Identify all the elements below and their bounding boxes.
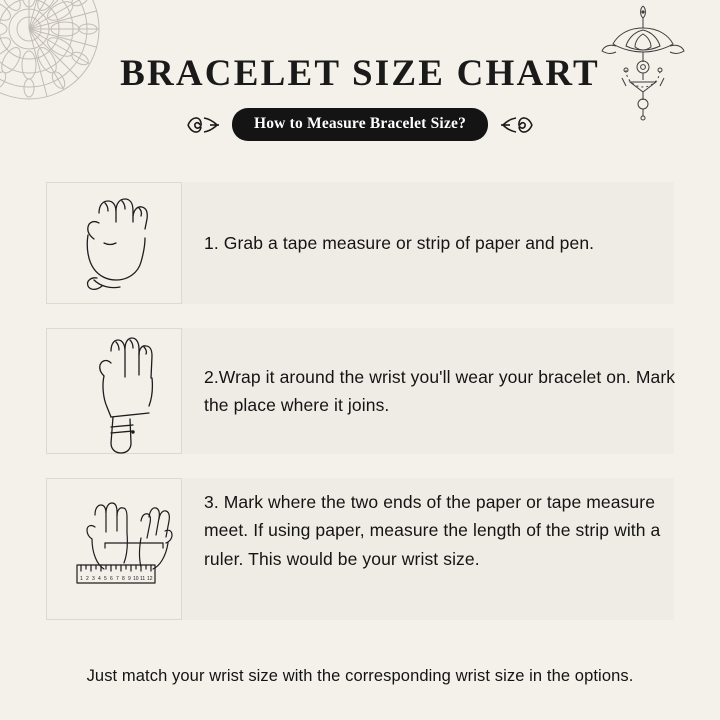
- svg-text:6: 6: [110, 576, 113, 582]
- svg-text:10: 10: [133, 576, 139, 582]
- page-title: BRACELET SIZE CHART: [120, 53, 600, 94]
- svg-text:9: 9: [128, 576, 131, 582]
- footer-note: Just match your wrist size with the corresponding wrist size in the options.: [86, 667, 634, 685]
- svg-text:5: 5: [104, 576, 107, 582]
- flourish-left-icon: [186, 112, 220, 138]
- svg-text:12: 12: [147, 576, 153, 582]
- svg-text:1: 1: [80, 576, 83, 582]
- svg-text:4: 4: [98, 576, 101, 582]
- svg-text:11: 11: [140, 576, 146, 582]
- flourish-right-icon: [500, 112, 534, 138]
- svg-text:2: 2: [86, 576, 89, 582]
- list-item: [0, 478, 720, 620]
- step-1-illustration: [46, 182, 182, 304]
- svg-text:7: 7: [116, 576, 119, 582]
- subtitle-pill: How to Measure Bracelet Size?: [232, 108, 488, 141]
- svg-text:3: 3: [92, 576, 95, 582]
- step-3-illustration: [46, 478, 182, 620]
- step-2-illustration: [46, 328, 182, 454]
- subtitle-row: [0, 108, 720, 141]
- steps-list: [0, 182, 720, 644]
- list-item: [0, 182, 720, 304]
- svg-text:8: 8: [122, 576, 125, 582]
- list-item: [0, 328, 720, 454]
- step-2-text: 2.Wrap it around the wrist you'll wear your bracelet on. Mark the place where it joins.: [204, 366, 676, 415]
- step-3-text: 3. Mark where the two ends of the paper or tape measure meet. If using paper, measure the length of the strip with a ruler. This would be your wrist size.: [204, 492, 661, 569]
- step-1-text: 1. Grab a tape measure or strip of paper and pen.: [204, 232, 595, 253]
